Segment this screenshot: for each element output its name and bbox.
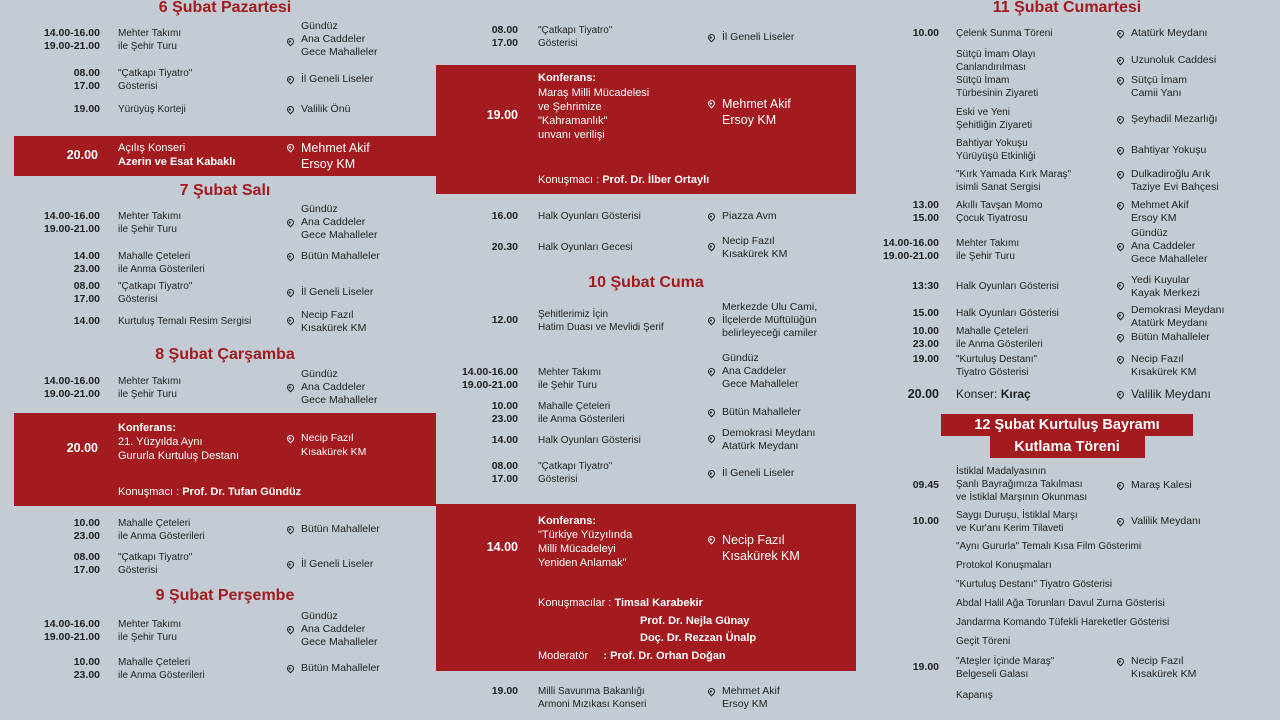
- event-row: [872, 655, 1262, 689]
- band-location: Mehmet Akif Ersoy KM: [301, 140, 370, 172]
- band-time: 20.00: [66, 148, 98, 162]
- closing-item: Kapanış: [956, 690, 993, 701]
- event-name: Halk Oyunları Gösterisi: [956, 308, 1059, 319]
- event-name: Saygı Duruşu, İstiklal Marşı ve Kur'anı Kerim Tilaveti: [956, 510, 1078, 534]
- event-row: [872, 106, 1262, 137]
- band-location: Necip Fazıl Kısakürek KM: [301, 431, 366, 459]
- event-location: Gündüz Ana Caddeler Gece Mahalleler: [1131, 227, 1261, 266]
- event-location: Necip Fazıl Kısakürek KM: [1131, 655, 1261, 681]
- location-pin-icon: [1116, 390, 1126, 400]
- event-location: Merkezde Ulu Cami, İlçelerde Müftülüğün belirleyeceği camiler: [722, 301, 857, 340]
- event-time: 19.00: [912, 353, 939, 365]
- event-time: 14.00-16.00 19.00-21.00: [43, 27, 100, 52]
- event-row: [14, 551, 436, 585]
- location-pin-icon: [707, 212, 717, 222]
- event-name: Sütçü İmam Olayı Canlandırılması: [956, 49, 1036, 73]
- event-time: 19.00: [491, 685, 518, 697]
- event-name: Mahalle Çeteleri ile Anma Gösterileri: [118, 518, 205, 542]
- event-name: Çelenk Sunma Töreni: [956, 28, 1053, 39]
- event-location: Gündüz Ana Caddeler Gece Mahalleler: [722, 352, 857, 391]
- ceremony-item: Geçit Töreni: [956, 636, 1011, 647]
- event-row: [436, 460, 856, 504]
- ceremony-item: "Kurtuluş Destanı" Tiyatro Gösterisi: [956, 579, 1113, 590]
- event-time: 14.00 23.00: [73, 250, 100, 275]
- event-row: [872, 227, 1262, 277]
- event-time: 15.00: [912, 307, 939, 319]
- event-location: Bütün Mahalleler: [722, 406, 857, 419]
- event-location: Bahtiyar Yokuşu: [1131, 144, 1261, 157]
- event-row: [872, 353, 1262, 386]
- event-time: 14.00: [491, 434, 518, 446]
- day-heading-11: 11 Şubat Cumartesi: [992, 0, 1142, 16]
- event-time: 10.00 23.00: [73, 517, 100, 542]
- heading-line-2: Kutlama Töreni: [990, 436, 1145, 458]
- band-speakers: Konuşmacılar : Timsal Karabekir: [538, 597, 703, 609]
- event-name: Halk Oyunları Gecesi: [538, 242, 633, 253]
- location-pin-icon: [286, 75, 296, 85]
- event-name: "Çatkapı Tiyatro" Gösterisi: [538, 461, 613, 485]
- event-name: Yürüyüş Korteji: [118, 104, 186, 115]
- event-time: 10.00 23.00: [491, 400, 518, 425]
- event-name: Mehter Takımı ile Şehir Turu: [118, 28, 182, 52]
- event-row: [14, 67, 436, 99]
- event-location: Maraş Kalesi: [1131, 479, 1261, 492]
- event-time: 16.00: [491, 210, 518, 222]
- day-heading-9: 9 Şubat Perşembe: [155, 587, 295, 604]
- event-time: 08.00 17.00: [73, 280, 100, 305]
- band-title: Konferans:: [118, 422, 177, 434]
- event-time: 14.00-16.00 19.00-21.00: [43, 375, 100, 400]
- event-location: Necip Fazıl Kısakürek KM: [1131, 353, 1261, 379]
- event-row: [872, 74, 1262, 106]
- location-pin-icon: [1116, 76, 1126, 86]
- event-row: [14, 517, 436, 551]
- event-location: Valilik Meydanı: [1131, 515, 1261, 528]
- band-time: 20.00: [66, 441, 98, 455]
- event-name: Bahtiyar Yokuşu Yürüyüşü Etkinliği: [956, 138, 1036, 162]
- event-location: Demokrasi Meydanı Atatürk Meydanı: [1131, 304, 1261, 330]
- event-location: Gündüz Ana Caddeler Gece Mahalleler: [301, 610, 436, 649]
- event-row: [872, 48, 1262, 74]
- event-name: Akıllı Tavşan Momo Çocuk Tiyatrosu: [956, 200, 1043, 224]
- event-time: 10.00: [912, 27, 939, 39]
- event-name: Mahalle Çeteleri ile Anma Gösterileri: [538, 401, 625, 425]
- concert-location: Valilik Meydanı: [1131, 388, 1261, 401]
- event-row: [14, 280, 436, 312]
- band-text: Maraş Milli Mücadelesi ve Şehrimize "Kahramanlık" unvanı verilişi: [538, 87, 650, 141]
- event-time: 14.00-16.00 19.00-21.00: [43, 618, 100, 643]
- event-row: [872, 274, 1262, 307]
- event-location: Necip Fazıl Kısakürek KM: [722, 235, 857, 261]
- event-location: Bütün Mahalleler: [301, 523, 436, 536]
- event-name: Mahalle Çeteleri ile Anma Gösterileri: [118, 657, 205, 681]
- event-location: İl Geneli Liseler: [722, 467, 857, 480]
- event-location: Dulkadiroğlu Arık Taziye Evi Bahçesi: [1131, 168, 1261, 194]
- column-1: [14, 0, 436, 682]
- event-location: Mehmet Akif Ersoy KM: [1131, 199, 1261, 225]
- event-name: Mehter Takımı ile Şehir Turu: [956, 238, 1020, 262]
- location-pin-icon: [707, 99, 717, 109]
- opening-concert-band: [14, 136, 436, 176]
- event-location: Yedi Kuyular Kayak Merkezi: [1131, 274, 1261, 300]
- location-pin-icon: [286, 664, 296, 674]
- location-pin-icon: [286, 560, 296, 570]
- location-pin-icon: [1116, 29, 1126, 39]
- concert-row: [872, 386, 1262, 406]
- conference-band-10: [436, 504, 856, 671]
- event-name: Mahalle Çeteleri ile Anma Gösterileri: [956, 326, 1043, 350]
- day-heading-7: 7 Şubat Salı: [179, 182, 271, 199]
- location-pin-icon: [1116, 281, 1126, 291]
- location-pin-icon: [1116, 115, 1126, 125]
- event-name: "Çatkapı Tiyatro" Gösterisi: [118, 68, 193, 92]
- event-row: [436, 352, 856, 400]
- event-time: 14.00: [73, 315, 100, 327]
- event-row: [14, 103, 436, 128]
- location-pin-icon: [286, 316, 296, 326]
- band-location: Mehmet Akif Ersoy KM: [722, 96, 791, 128]
- location-pin-icon: [286, 143, 296, 153]
- event-name: Halk Oyunları Gösterisi: [538, 435, 641, 446]
- location-pin-icon: [286, 434, 296, 444]
- event-row: [872, 27, 1262, 48]
- band-speaker-3: Doç. Dr. Rezzan Ünalp: [640, 632, 757, 644]
- event-time: 10.00: [912, 515, 939, 527]
- event-time: 08.00 17.00: [73, 67, 100, 92]
- ceremony-item: Jandarma Komando Tüfekli Hareketler Gösterisi: [956, 617, 1170, 628]
- location-pin-icon: [707, 535, 717, 545]
- event-location: Gündüz Ana Caddeler Gece Mahalleler: [301, 20, 436, 59]
- event-name: "Ateşler İçinde Maraş" Belgeseli Galası: [956, 656, 1055, 680]
- event-row: [14, 610, 436, 650]
- location-pin-icon: [1116, 333, 1126, 343]
- location-pin-icon: [1116, 355, 1126, 365]
- event-row: [872, 325, 1262, 353]
- location-pin-icon: [707, 242, 717, 252]
- location-pin-icon: [1116, 311, 1126, 321]
- event-time: 20.30: [491, 241, 518, 253]
- event-row: [872, 304, 1262, 329]
- event-location: İl Geneli Liseler: [722, 31, 857, 44]
- location-pin-icon: [286, 105, 296, 115]
- location-pin-icon: [1116, 201, 1126, 211]
- event-time: 14.00-16.00 19.00-21.00: [461, 366, 518, 391]
- ceremony-item: "Aynı Gururla" Temalı Kısa Film Gösterimi: [956, 541, 1142, 552]
- event-row: [14, 309, 436, 342]
- event-time: 19.00: [73, 103, 100, 115]
- band-speaker: Konuşmacı : Prof. Dr. Tufan Gündüz: [118, 486, 302, 498]
- event-time: 08.00 17.00: [491, 24, 518, 49]
- event-location: Uzunoluk Caddesi: [1131, 54, 1261, 67]
- location-pin-icon: [286, 252, 296, 262]
- band-performers: Azerin ve Esat Kabaklı: [118, 156, 236, 168]
- location-pin-icon: [1116, 170, 1126, 180]
- event-row: [436, 685, 856, 719]
- event-location: Demokrasi Meydanı Atatürk Meydanı: [722, 427, 857, 453]
- event-name: "Kırk Yamada Kırk Maraş" isimli Sanat Sergisi: [956, 169, 1072, 193]
- event-time: 10.00 23.00: [912, 325, 939, 350]
- location-pin-icon: [1116, 242, 1126, 252]
- event-row: [14, 20, 436, 67]
- band-moderator: Moderatör : Prof. Dr. Orhan Doğan: [538, 650, 726, 662]
- event-name: Mehter Takımı ile Şehir Turu: [118, 211, 182, 235]
- location-pin-icon: [286, 218, 296, 228]
- event-name: "Çatkapı Tiyatro" Gösterisi: [118, 281, 193, 305]
- event-name: Sütçü İmam Türbesinin Ziyareti: [956, 75, 1039, 99]
- band-time: 14.00: [486, 540, 518, 554]
- band-title: Konferans:: [538, 515, 597, 527]
- band-location: Necip Fazıl Kısakürek KM: [722, 532, 800, 564]
- location-pin-icon: [707, 367, 717, 377]
- location-pin-icon: [286, 37, 296, 47]
- column-3: [872, 0, 1262, 703]
- event-row: [436, 235, 856, 268]
- event-location: Bütün Mahalleler: [301, 662, 436, 675]
- location-pin-icon: [286, 525, 296, 535]
- concert-time: 20.00: [907, 387, 939, 401]
- band-text: "Türkiye Yüzyılında Milli Mücadeleyi Yeniden Anlamak": [538, 529, 633, 569]
- band-title: Konferans:: [538, 72, 597, 84]
- event-name: Mahalle Çeteleri ile Anma Gösterileri: [118, 251, 205, 275]
- event-location: Gündüz Ana Caddeler Gece Mahalleler: [301, 203, 436, 242]
- event-name: Eski ve Yeni Şehitliğin Ziyareti: [956, 107, 1033, 131]
- event-time: 10.00 23.00: [73, 656, 100, 681]
- event-row: [14, 652, 436, 682]
- event-row: [872, 168, 1262, 199]
- event-location: İl Geneli Liseler: [301, 558, 436, 571]
- day-heading-8: 8 Şubat Çarşamba: [155, 346, 295, 363]
- location-pin-icon: [1116, 146, 1126, 156]
- band-text: 21. Yüzyılda Aynı Gururla Kurtuluş Destanı: [118, 436, 240, 462]
- event-time: 13.00 15.00: [912, 199, 939, 224]
- event-name: Milli Savunma Bakanlığı Armoni Mızıkası Konseri: [538, 686, 647, 710]
- event-name: Mehter Takımı ile Şehir Turu: [538, 367, 602, 391]
- location-pin-icon: [707, 469, 717, 479]
- event-row: [436, 210, 856, 238]
- event-name: Mehter Takımı ile Şehir Turu: [118, 619, 182, 643]
- location-pin-icon: [1116, 657, 1126, 667]
- location-pin-icon: [707, 687, 717, 697]
- event-time: 09.45: [912, 479, 939, 491]
- event-name: Mehter Takımı ile Şehir Turu: [118, 376, 182, 400]
- event-location: Sütçü İmam Camii Yanı: [1131, 74, 1261, 100]
- event-time: 13:30: [912, 280, 939, 292]
- day-heading-10: 10 Şubat Cuma: [588, 274, 704, 291]
- event-row: [872, 509, 1262, 540]
- event-time: 12.00: [491, 314, 518, 326]
- event-row: [872, 137, 1262, 168]
- location-pin-icon: [286, 625, 296, 635]
- ceremony-item: Protokol Konuşmaları: [956, 560, 1052, 571]
- band-time: 19.00: [486, 108, 518, 122]
- event-name: Kurtuluş Temalı Resim Sergisi: [118, 316, 252, 327]
- event-location: Necip Fazıl Kısakürek KM: [301, 309, 436, 335]
- event-name: Halk Oyunları Gösterisi: [956, 281, 1059, 292]
- event-row: [14, 246, 436, 280]
- event-time: 14.00-16.00 19.00-21.00: [43, 210, 100, 235]
- schedule-day-11: [872, 27, 1262, 386]
- event-location: Valilik Önü: [301, 103, 436, 116]
- location-pin-icon: [707, 408, 717, 418]
- event-row: [14, 203, 436, 246]
- event-row: [872, 465, 1262, 509]
- event-location: Piazza Avm: [722, 210, 857, 223]
- conference-band: [436, 65, 856, 194]
- location-pin-icon: [286, 383, 296, 393]
- event-time: 08.00 17.00: [73, 551, 100, 576]
- event-name: "Kurtuluş Destanı" Tiyatro Gösterisi: [956, 354, 1038, 378]
- location-pin-icon: [707, 316, 717, 326]
- event-location: Mehmet Akif Ersoy KM: [722, 685, 857, 711]
- column-2: [436, 0, 856, 719]
- event-location: Bütün Mahalleler: [1131, 331, 1261, 344]
- event-time: 19.00: [912, 661, 939, 673]
- event-location: Bütün Mahalleler: [301, 250, 436, 263]
- event-name: Halk Oyunları Gösterisi: [538, 211, 641, 222]
- event-location: İl Geneli Liseler: [301, 286, 436, 299]
- event-time: 14.00-16.00 19.00-21.00: [882, 237, 939, 262]
- day-heading-6: 6 Şubat Pazartesi: [158, 0, 292, 16]
- event-row: [14, 368, 436, 413]
- band-speaker: Konuşmacı : Prof. Dr. İlber Ortaylı: [538, 174, 710, 186]
- event-name: İstiklal Madalyasının Şanlı Bayrağımıza Takılması ve İstiklal Marşının Okunması: [956, 466, 1088, 503]
- event-name: "Çatkapı Tiyatro" Gösterisi: [118, 552, 193, 576]
- concert-name: Konser: Kıraç: [956, 387, 1031, 401]
- heading-line-1: 12 Şubat Kurtuluş Bayramı: [941, 414, 1193, 436]
- location-pin-icon: [1116, 56, 1126, 66]
- ceremony-item: Abdal Halil Ağa Torunları Davul Zurna Gösterisi: [956, 598, 1165, 609]
- event-location: Şeyhadil Mezarlığı: [1131, 113, 1261, 126]
- event-time: 08.00 17.00: [491, 460, 518, 485]
- conference-band: [14, 413, 436, 506]
- location-pin-icon: [707, 434, 717, 444]
- event-name: "Çatkapı Tiyatro" Gösterisi: [538, 25, 613, 49]
- location-pin-icon: [707, 33, 717, 43]
- band-line1: Açılış Konseri: [118, 142, 186, 154]
- band-speaker-2: Prof. Dr. Nejla Günay: [640, 615, 750, 627]
- event-location: Atatürk Meydanı: [1131, 27, 1261, 40]
- event-location: İl Geneli Liseler: [301, 73, 436, 86]
- location-pin-icon: [286, 288, 296, 298]
- event-location: Gündüz Ana Caddeler Gece Mahalleler: [301, 368, 436, 407]
- event-row: [436, 301, 856, 354]
- event-row: [436, 427, 856, 457]
- day-12-heading: [872, 414, 1262, 458]
- event-name: Şehitlerimiz İçin Hatim Duası ve Mevlidi Şerif: [538, 309, 664, 333]
